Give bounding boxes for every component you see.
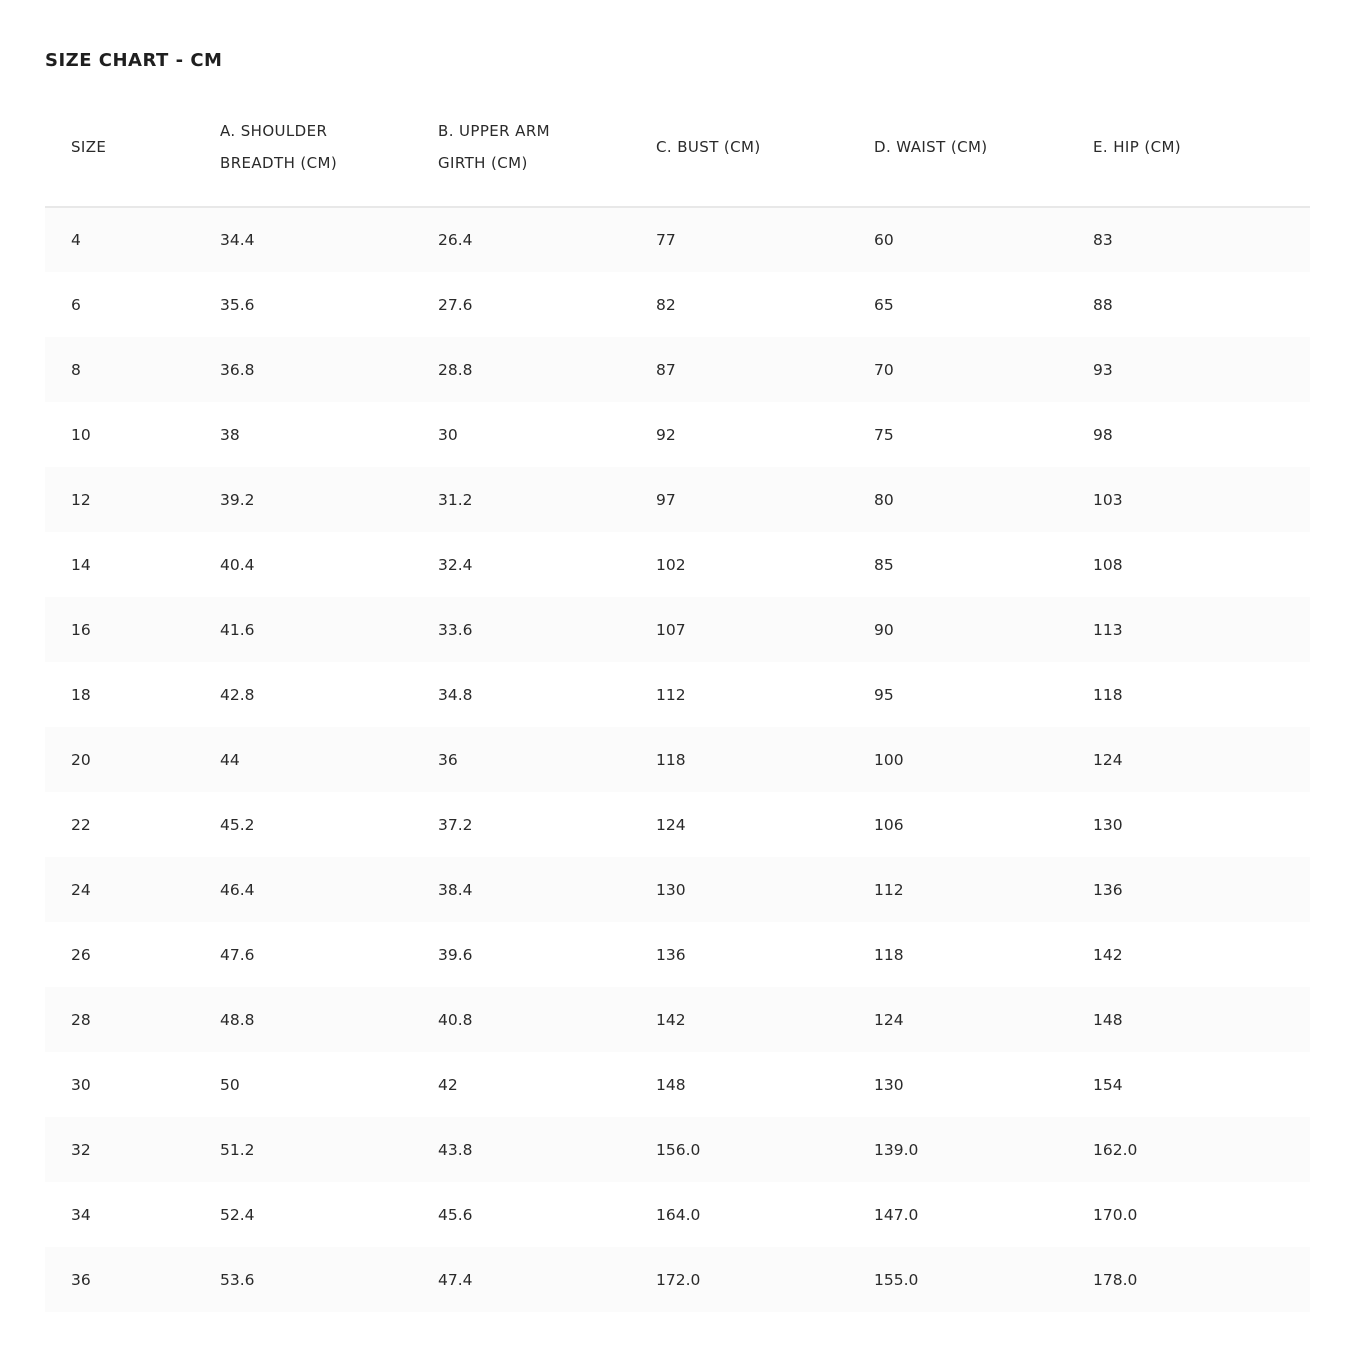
table-cell: 34.8: [438, 685, 473, 704]
table-cell: 147.0: [874, 1205, 919, 1224]
table-body: [45, 207, 1310, 1312]
table-cell: 172.0: [656, 1270, 701, 1289]
table-cell: 33.6: [438, 620, 473, 639]
table-cell: 16: [71, 620, 91, 639]
table-cell: 51.2: [220, 1140, 255, 1159]
table-row: [45, 857, 1310, 922]
header-upper-arm-girth: B. UPPER ARM GIRTH (CM): [438, 86, 656, 207]
table-cell: 50: [220, 1075, 240, 1094]
table-cell: 92: [656, 425, 676, 444]
table-cell: 130: [656, 880, 686, 899]
table-cell: 154: [1093, 1075, 1123, 1094]
table-row: [45, 272, 1310, 337]
table-cell: 40.8: [438, 1010, 473, 1029]
header-bust: C. BUST (CM): [656, 86, 874, 207]
table-row: [45, 532, 1310, 597]
table-header: [45, 86, 1310, 207]
table-cell: 28.8: [438, 360, 473, 379]
table-cell: 70: [874, 360, 894, 379]
table-cell: 87: [656, 360, 676, 379]
table-cell: 170.0: [1093, 1205, 1138, 1224]
table-cell: 142: [1093, 945, 1123, 964]
table-cell: 130: [1093, 815, 1123, 834]
table-cell: 112: [656, 685, 686, 704]
table-cell: 34.4: [220, 231, 255, 249]
table-cell: 37.2: [438, 815, 473, 834]
table-row: [45, 1117, 1310, 1182]
table-cell: 124: [1093, 750, 1123, 769]
table-cell: 36.8: [220, 360, 255, 379]
table-cell: 148: [656, 1075, 686, 1094]
table-cell: 26.4: [438, 231, 473, 249]
table-cell: 108: [1093, 555, 1123, 574]
table-cell: 103: [1093, 490, 1123, 509]
table-cell: 85: [874, 555, 894, 574]
table-cell: 52.4: [220, 1205, 255, 1224]
table-cell: 39.6: [438, 945, 473, 964]
table-cell: 136: [656, 945, 686, 964]
table-cell: 80: [874, 490, 894, 509]
table-cell: 136: [1093, 880, 1123, 899]
table-cell: 139.0: [874, 1140, 919, 1159]
table-cell: 41.6: [220, 620, 255, 639]
header-waist: D. WAIST (CM): [874, 86, 1093, 207]
table-row: [45, 467, 1310, 532]
table-cell: 113: [1093, 620, 1123, 639]
table-cell: 27.6: [438, 295, 473, 314]
table-cell: 130: [874, 1075, 904, 1094]
table-cell: 162.0: [1093, 1140, 1138, 1159]
table-cell: 45.6: [438, 1205, 473, 1224]
table-cell: 12: [71, 490, 91, 509]
table-cell: 35.6: [220, 295, 255, 314]
table-cell: 77: [656, 231, 676, 249]
table-row: [45, 1182, 1310, 1247]
table-cell: 24: [71, 880, 91, 899]
table-cell: 75: [874, 425, 894, 444]
table-cell: 98: [1093, 425, 1113, 444]
table-cell: 36: [438, 750, 458, 769]
table-cell: 30: [438, 425, 458, 444]
table-cell: 148: [1093, 1010, 1123, 1029]
table-cell: 88: [1093, 295, 1113, 314]
table-cell: 26: [71, 945, 91, 964]
table-cell: 118: [874, 945, 904, 964]
table-cell: 65: [874, 295, 894, 314]
table-cell: 38: [220, 425, 240, 444]
table-cell: 34: [71, 1205, 91, 1224]
table-cell: 106: [874, 815, 904, 834]
table-cell: 48.8: [220, 1010, 255, 1029]
table-row: [45, 597, 1310, 662]
table-cell: 95: [874, 685, 894, 704]
table-cell: 32: [71, 1140, 91, 1159]
table-cell: 47.6: [220, 945, 255, 964]
table-cell: 22: [71, 815, 91, 834]
table-cell: 155.0: [874, 1270, 919, 1289]
table-cell: 53.6: [220, 1270, 255, 1289]
table-cell: 28: [71, 1010, 91, 1029]
table-cell: 97: [656, 490, 676, 509]
table-cell: 100: [874, 750, 904, 769]
table-row: [45, 662, 1310, 727]
table-cell: 83: [1093, 231, 1113, 249]
table-cell: 107: [656, 620, 686, 639]
table-cell: 42: [438, 1075, 458, 1094]
table-row: [45, 1052, 1310, 1117]
table-row: [45, 987, 1310, 1052]
table-row: [45, 792, 1310, 857]
table-cell: 43.8: [438, 1140, 473, 1159]
table-cell: 112: [874, 880, 904, 899]
table-cell: 20: [71, 750, 91, 769]
table-row: [45, 207, 1310, 272]
table-cell: 36: [71, 1270, 91, 1289]
table-row: [45, 922, 1310, 987]
table-cell: 124: [656, 815, 686, 834]
header-row: [45, 86, 1310, 207]
table-cell: 32.4: [438, 555, 473, 574]
table-cell: 31.2: [438, 490, 473, 509]
header-size: SIZE: [45, 86, 220, 207]
header-shoulder-breadth: A. SHOULDER BREADTH (CM): [220, 86, 438, 207]
table-cell: 42.8: [220, 685, 255, 704]
table-cell: 40.4: [220, 555, 255, 574]
table-cell: 46.4: [220, 880, 255, 899]
table-cell: 118: [1093, 685, 1123, 704]
table-cell: 18: [71, 685, 91, 704]
table-cell: 93: [1093, 360, 1113, 379]
table-cell: 10: [71, 425, 91, 444]
header-hip: E. HIP (CM): [1093, 86, 1310, 207]
table-cell: 38.4: [438, 880, 473, 899]
table-row: [45, 337, 1310, 402]
table-cell: 8: [71, 360, 81, 379]
table-cell: 4: [71, 231, 81, 249]
table-cell: 164.0: [656, 1205, 701, 1224]
table-cell: 47.4: [438, 1270, 473, 1289]
size-chart-table: [45, 86, 1310, 1312]
table-cell: 118: [656, 750, 686, 769]
table-cell: 45.2: [220, 815, 255, 834]
table-cell: 14: [71, 555, 91, 574]
table-cell: 90: [874, 620, 894, 639]
table-cell: 39.2: [220, 490, 255, 509]
table-cell: 82: [656, 295, 676, 314]
table-cell: 142: [656, 1010, 686, 1029]
table-cell: 30: [71, 1075, 91, 1094]
page-title: SIZE CHART - CM: [45, 50, 223, 71]
table-cell: 156.0: [656, 1140, 701, 1159]
table-cell: 44: [220, 750, 240, 769]
table-cell: 102: [656, 555, 686, 574]
table-row: [45, 402, 1310, 467]
table-cell: 6: [71, 295, 81, 314]
table-cell: 60: [874, 231, 894, 249]
table-cell: 178.0: [1093, 1270, 1138, 1289]
table-cell: 124: [874, 1010, 904, 1029]
table-row: [45, 1247, 1310, 1312]
table-row: [45, 727, 1310, 792]
